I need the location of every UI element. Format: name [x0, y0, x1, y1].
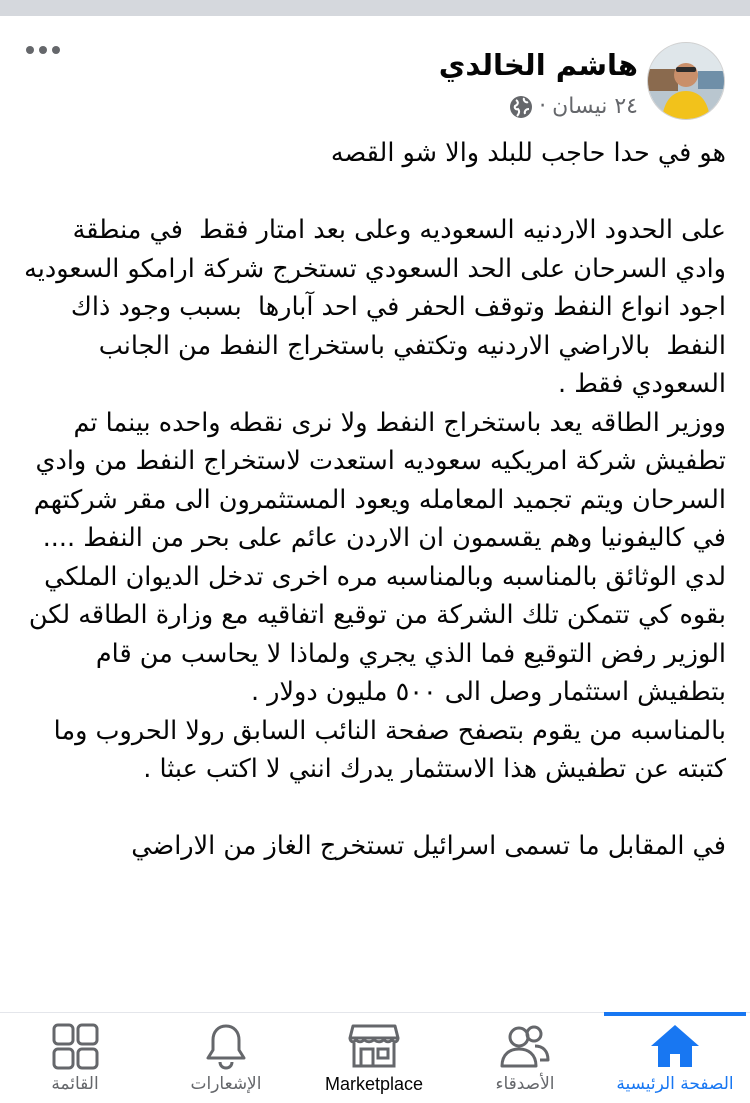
globe-icon[interactable] [509, 95, 533, 119]
avatar-photo [648, 43, 724, 119]
nav-home-label: الصفحة الرئيسية [616, 1074, 734, 1094]
menu-grid-icon [48, 1022, 102, 1070]
nav-menu-label: القائمة [51, 1074, 99, 1094]
post-body-area [0, 126, 750, 1012]
author-name[interactable]: هاشم الخالدي [438, 48, 638, 82]
meta-separator: · [539, 94, 547, 119]
friends-icon [498, 1022, 552, 1070]
marketplace-icon [347, 1022, 401, 1070]
post-text: هو في حدا حاجب للبلد والا شو القصه على الحدود الاردنيه السعوديه وعلى بعد امتار فقط في منطقة وادي السرحان على الحد السعودي تستخرج شركة ارامكو السعوديه اجود انواع النفط وتوقف الحفر في احد آبارها بسبب وجود ذاك النفط بالاراضي الاردنيه وتكتفي باستخراج النفط من الجانب السعودي فقط . ووزير الطاقه يعد باستخراج النفط ولا نرى نقطه واحده بينما تم تطفيش شركة امريكيه سعوديه استعدت لاستخراج النفط من وادي السرحان ويتم تجميد المعامله ويعود المستثمرون الى مقر شركتهم في كاليفونيا وهم يقسمون ان الاردن عائم على بحر من النفط .... لدي الوثائق بالمناسبه وبالمناسبه مره اخرى تدخل الديوان الملكي بقوه كي تتمكن تلك الشركة من توقيع اتفاقيه مع وزارة الطاقه لكن الوزير رفض التوقيع فما الذي يجري ولماذا لا يحاسب من قام بتطفيش استثمار وصل الى ٥٠٠ مليون دولار . بالمناسبه من يقوم بتصفح صفحة النائب السابق رولا الحروب وما كتبته عن تطفيش هذا الاستثمار يدرك انني لا اكتب عبثا . في المقابل ما تسمى اسرائيل تستخرج الغاز من الاراضي [24, 138, 726, 861]
nav-friends[interactable] [462, 1012, 588, 1102]
post-header [0, 16, 750, 126]
bell-icon [199, 1022, 253, 1070]
nav-home[interactable] [604, 1012, 746, 1102]
nav-notifications-label: الإشعارات [190, 1074, 262, 1094]
nav-friends-label: الأصدقاء [495, 1074, 555, 1094]
avatar[interactable] [647, 42, 725, 120]
nav-notifications[interactable] [170, 1012, 282, 1102]
more-dots-icon[interactable] [26, 46, 60, 54]
nav-marketplace[interactable] [312, 1012, 436, 1102]
home-icon [648, 1022, 702, 1070]
status-bar-strip [0, 0, 750, 16]
nav-marketplace-label: Marketplace [324, 1074, 424, 1094]
post-meta [509, 94, 638, 119]
post-date[interactable]: ٢٤ نيسان [552, 94, 638, 119]
nav-menu[interactable] [30, 1012, 120, 1102]
